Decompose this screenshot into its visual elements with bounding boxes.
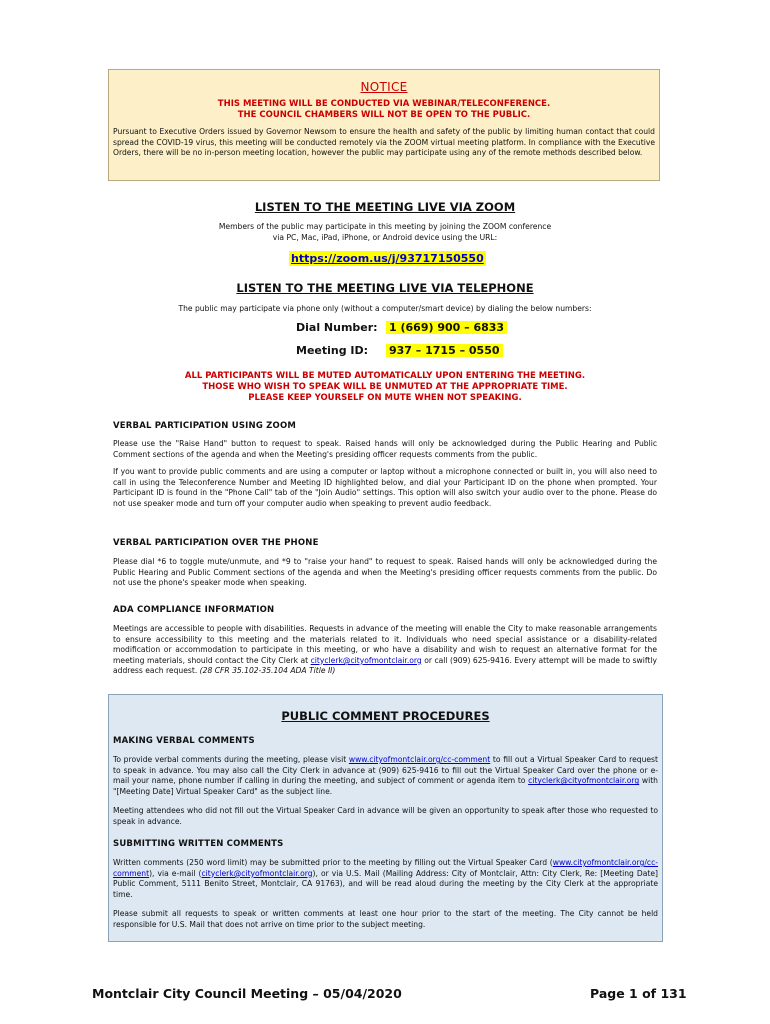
making-text-3: with "[Meeting Date] Virtual Speaker Card" as the subject line. [113, 776, 658, 796]
meeting-id-value: 937 – 1715 – 0550 [386, 344, 503, 357]
phone-intro: The public may participate via phone only (without a computer/smart device) by dialing the below numbers: [178, 304, 592, 313]
notice-body: Pursuant to Executive Orders issued by Governor Newsom to ensure the health and safety of the public by limiting human contact that could spread the COVID-19 virus, this meeting will be conducted remotely via the ZOOM virtual meeting platform. In compliance with the Executive Orders, there will be no in-person meeting location, however the public may participate using any of the remote methods described below. [113, 127, 655, 158]
verbal-phone-paragraph: Please dial *6 to toggle mute/unmute, and *9 to "raise your hand" to request to speak. Raised hands will only be acknowledged during the Public Hearing and Public Comment sections of the agenda and when the Meeting's presiding officer requests comments from the public. Do not use the phone's speaker mode when speaking. [113, 557, 657, 588]
notice-line-2: THE COUNCIL CHAMBERS WILL NOT BE OPEN TO THE PUBLIC. [237, 110, 531, 120]
public-comment-box [108, 694, 663, 942]
dial-number-label: Dial Number: [296, 321, 378, 334]
written-card-link[interactable]: www.cityofmontclair.org/cc-comment [113, 858, 658, 878]
phone-section-title: LISTEN TO THE MEETING LIVE VIA TELEPHONE [236, 281, 534, 295]
dial-number-row [296, 321, 507, 334]
written-comments-paragraph-1 [113, 858, 658, 900]
written-email-link[interactable]: cityclerk@cityofmontclair.org [201, 868, 313, 878]
meeting-id-row [296, 344, 503, 357]
verbal-zoom-heading: VERBAL PARTICIPATION USING ZOOM [113, 421, 297, 431]
verbal-zoom-paragraph-2: If you want to provide public comments and are using a computer or laptop without a microphone connected or built in, you will also need to call in using the Teleconference Number and Meeting ID highlighted below, and dial your Participant ID on the phone when prompted. Your Participant ID is found in the "Phone Call" tab of the "Join Audio" settings. This option will also switch your audio over to the phone. Please do not use speaker mode and turn off your computer audio when speaking to prevent audio feedback. [113, 467, 657, 508]
zoom-intro-line-1: Members of the public may participate in this meeting by joining the ZOOM conference [218, 222, 552, 231]
dial-number-value: 1 (669) 900 – 6833 [386, 321, 507, 334]
written-comments-heading: SUBMITTING WRITTEN COMMENTS [113, 839, 284, 849]
ada-text-2: or call (909) 625-9416. Every attempt will be made to swiftly address each request. [113, 655, 657, 676]
mute-line-1: ALL PARTICIPANTS WILL BE MUTED AUTOMATICALLY UPON ENTERING THE MEETING. [184, 371, 586, 381]
speaker-card-link[interactable]: www.cityofmontclair.org/cc-comment [348, 755, 491, 764]
footer-meeting-title: Montclair City Council Meeting – 05/04/2020 [92, 986, 402, 1001]
notice-line-1: THIS MEETING WILL BE CONDUCTED VIA WEBINAR/TELECONFERENCE. [217, 99, 551, 109]
making-comments-paragraph-2: Meeting attendees who did not fill out the Virtual Speaker Card in advance will be given an opportunity to speak after those who requested to speak in advance. [113, 806, 658, 826]
making-comments-heading: MAKING VERBAL COMMENTS [113, 736, 255, 746]
zoom-url-link[interactable]: https://zoom.us/j/93717150550 [291, 252, 484, 265]
footer-page-number: Page 1 of 131 [590, 986, 687, 1001]
verbal-zoom-paragraph-1: Please use the "Raise Hand" button to request to speak. Raised hands will only be acknowledged during the Public Hearing and Public Comment sections of the agenda and when the Meeting's presiding officer requests comments from the public. [113, 439, 657, 459]
written-comments-paragraph-2: Please submit all requests to speak or written comments at least one hour prior to the start of the meeting. The City cannot be held responsible for U.S. Mail that does not arrive on time prior to the subject meeting. [113, 909, 658, 929]
notice-title: NOTICE [360, 80, 408, 94]
mute-notice [0, 371, 770, 404]
verbal-phone-heading: VERBAL PARTICIPATION OVER THE PHONE [113, 538, 319, 548]
procedures-title: PUBLIC COMMENT PROCEDURES [281, 709, 490, 723]
mute-line-3: PLEASE KEEP YOURSELF ON MUTE WHEN NOT SPEAKING. [248, 393, 522, 403]
ada-heading: ADA COMPLIANCE INFORMATION [113, 605, 275, 615]
clerk-email-link[interactable]: cityclerk@cityofmontclair.org [528, 776, 640, 786]
mute-line-2: THOSE WHO WISH TO SPEAK WILL BE UNMUTED AT THE APPROPRIATE TIME. [202, 382, 568, 392]
written-text-3: ), or via U.S. Mail (Mailing Address: City of Montclair, Attn: City Clerk, Re: [Meeting Date] Public Comment, 5111 Benito Street, Montclair, CA 91763), and will be read aloud during the meeting by the City Clerk at the appropriate time. [113, 868, 658, 899]
written-text-2: ), via e-mail ( [149, 868, 202, 878]
meeting-id-label: Meeting ID: [296, 344, 369, 357]
ada-paragraph [113, 624, 657, 677]
notice-box [108, 69, 660, 181]
zoom-section-title: LISTEN TO THE MEETING LIVE VIA ZOOM [254, 200, 516, 214]
making-text-2: to fill out a Virtual Speaker Card to request to speak in advance. You may also call the City Clerk in advance at (909) 625-9416 to fill out the Virtual Speaker Card over the phone or e-mail your name, phone number if calling in during the meeting, and subject of comment or agenda item to [113, 755, 658, 786]
zoom-intro-line-2: via PC, Mac, iPad, iPhone, or Android device using the URL: [272, 233, 498, 242]
written-text-1: Written comments (250 word limit) may be submitted prior to the meeting by filling out the Virtual Speaker Card ( [113, 858, 553, 867]
ada-text-1: Meetings are accessible to people with disabilities. Requests in advance of the meeting will enable the City to make reasonable arrangements to ensure accessibility to this meeting and the materials related to it. Individuals who need special assistance or a disability-related modification or accommodation to participate in this meeting, or who have a disability and wish to request an alternative format for the meeting materials, should contact the City Clerk at [113, 624, 657, 665]
making-text-1: To provide verbal comments during the meeting, please visit [113, 755, 349, 764]
ada-citation: (28 CFR 35.102-35.104 ADA Title II) [199, 666, 336, 676]
making-comments-paragraph-1 [113, 755, 658, 797]
ada-email-link[interactable]: cityclerk@cityofmontclair.org [310, 655, 422, 665]
